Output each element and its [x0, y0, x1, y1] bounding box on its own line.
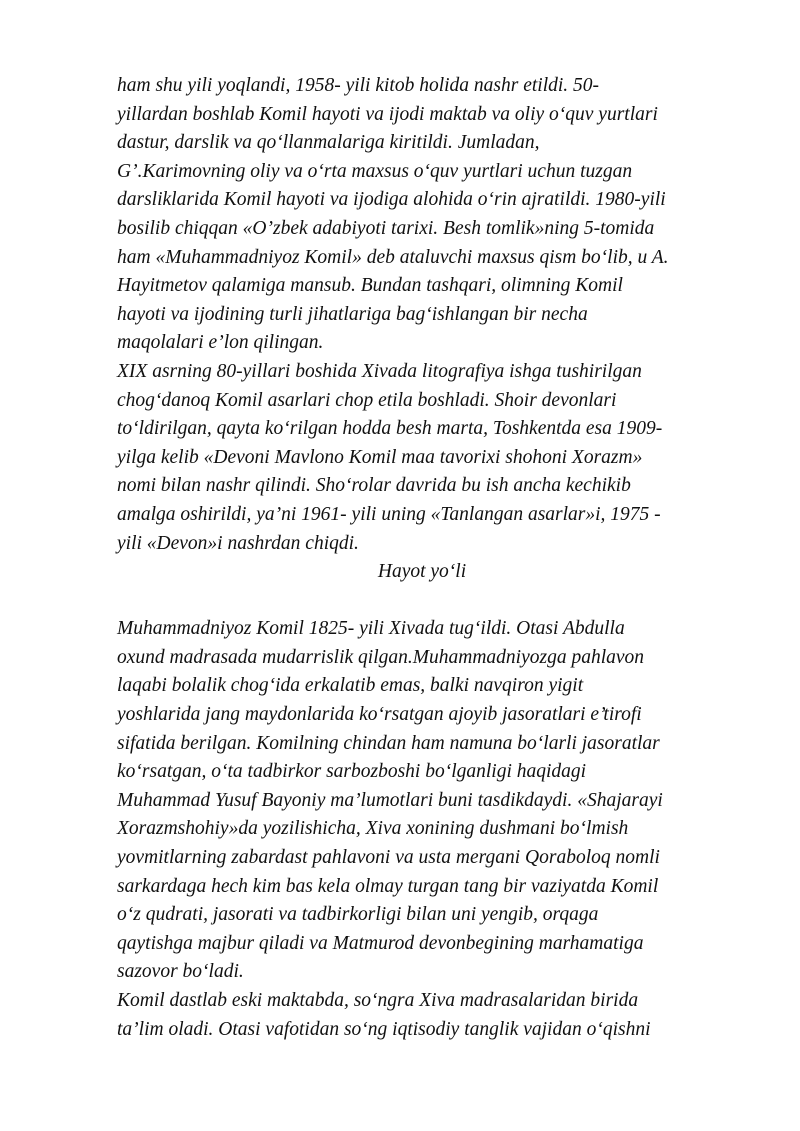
document-page	[117, 72, 727, 1044]
text-line: yilga kelib «Devoni Mavlono Komil maa tavorixi shohoni Xorazm»	[117, 446, 643, 468]
text-line: qaytishga majbur qiladi va Matmurod devonbegining marhamatiga	[117, 932, 644, 954]
text-line: sifatida berilgan. Komilning chindan ham namuna bo‘larli jasoratlar	[117, 732, 660, 754]
text-line: Komil dastlab eski maktabda, so‘ngra Xiva madrasalaridan birida	[117, 990, 639, 1011]
text-line: ta’lim oladi. Otasi vafotidan so‘ng iqtisodiy tanglik vajidan o‘qishni	[117, 1018, 651, 1040]
text-line: ham «Muhammadniyoz Komil» deb ataluvchi maxsus qism bo‘lib, u A.	[117, 246, 669, 268]
section-heading: Hayot yo‘li	[377, 561, 467, 583]
text-line: Muhammadniyoz Komil 1825- yili Xivada tug‘ildi. Otasi Abdulla	[117, 618, 625, 640]
text-line: ko‘rsatgan, o‘ta tadbirkor sarbozboshi bo‘lganligi haqidagi	[117, 761, 587, 783]
text-line: G’.Karimovning oliy va o‘rta maxsus o‘quv yurtlari uchun tuzgan	[117, 160, 633, 182]
text-line: dastur, darslik va qo‘llanmalariga kiritildi. Jumladan,	[117, 132, 540, 154]
text-line: maqolalari e’lon qilingan.	[117, 332, 324, 354]
text-line: hayoti va ijodining turli jihatlariga bag‘ishlangan bir necha	[117, 303, 588, 325]
text-line: to‘ldirilgan, qayta ko‘rilgan hodda besh marta, Toshkentda esa 1909-	[117, 418, 663, 440]
text-line: o‘z qudrati, jasorati va tadbirkorligi bilan uni yengib, orqaga	[117, 904, 599, 926]
text-line: Xorazmshohiy»da yozilishicha, Xiva xonining dushmani bo‘lmish	[117, 818, 629, 840]
text-line: oxund madrasada mudarrislik qilgan.Muhammadniyozga pahlavon	[117, 646, 645, 668]
text-line: yovmitlarning zabardast pahlavoni va usta mergani Qoraboloq nomli	[117, 847, 660, 869]
text-line: Hayitmetov qalamiga mansub. Bundan tashqari, olimning Komil	[117, 275, 623, 297]
text-line: amalga oshirildi, ya’ni 1961- yili uning «Tanlangan asarlar»i, 1975 -	[117, 503, 661, 525]
text-line: darsliklarida Komil hayoti va ijodiga alohida o‘rin ajratildi. 1980-yili	[117, 189, 666, 211]
text-line: sarkardaga hech kim bas kela olmay turgan tang bir vaziyatda Komil	[117, 875, 659, 897]
text-line: nomi bilan nashr qilindi. Sho‘rolar davrida bu ish ancha kechikib	[117, 475, 631, 497]
text-line: ham shu yili yoqlandi, 1958- yili kitob holida nashr etildi. 50-	[117, 75, 600, 96]
text-line: laqabi bolalik chog‘ida erkalatib emas, balki navqiron yigit	[117, 675, 584, 697]
paragraph-education	[117, 987, 727, 1044]
text-line: chog‘danoq Komil asarlari chop etila boshladi. Shoir devonlari	[117, 389, 617, 411]
text-line: Muhammad Yusuf Bayoniy ma’lumotlari buni tasdikdaydi. «Shajarayi	[117, 789, 663, 811]
text-line: yoshlarida jang maydonlarida ko‘rsatgan ajoyib jasoratlari e’tirofi	[117, 704, 642, 726]
text-line: bosilib chiqqan «O’zbek adabiyoti tarixi. Besh tomlik»ning 5-tomida	[117, 217, 655, 239]
text-line: yili «Devon»i nashrdan chiqdi.	[117, 532, 359, 554]
text-line: sazovor bo‘ladi.	[117, 961, 244, 983]
text-line: yillardan boshlab Komil hayoti va ijodi maktab va oliy o‘quv yurtlari	[117, 103, 658, 125]
paragraph-biography	[117, 615, 727, 987]
blank-line	[117, 587, 727, 616]
text-line: XIX asrning 80-yillari boshida Xivada litografiya ishga tushirilgan	[117, 360, 642, 382]
paragraph-reception	[117, 72, 727, 358]
paragraph-publication	[117, 358, 727, 558]
